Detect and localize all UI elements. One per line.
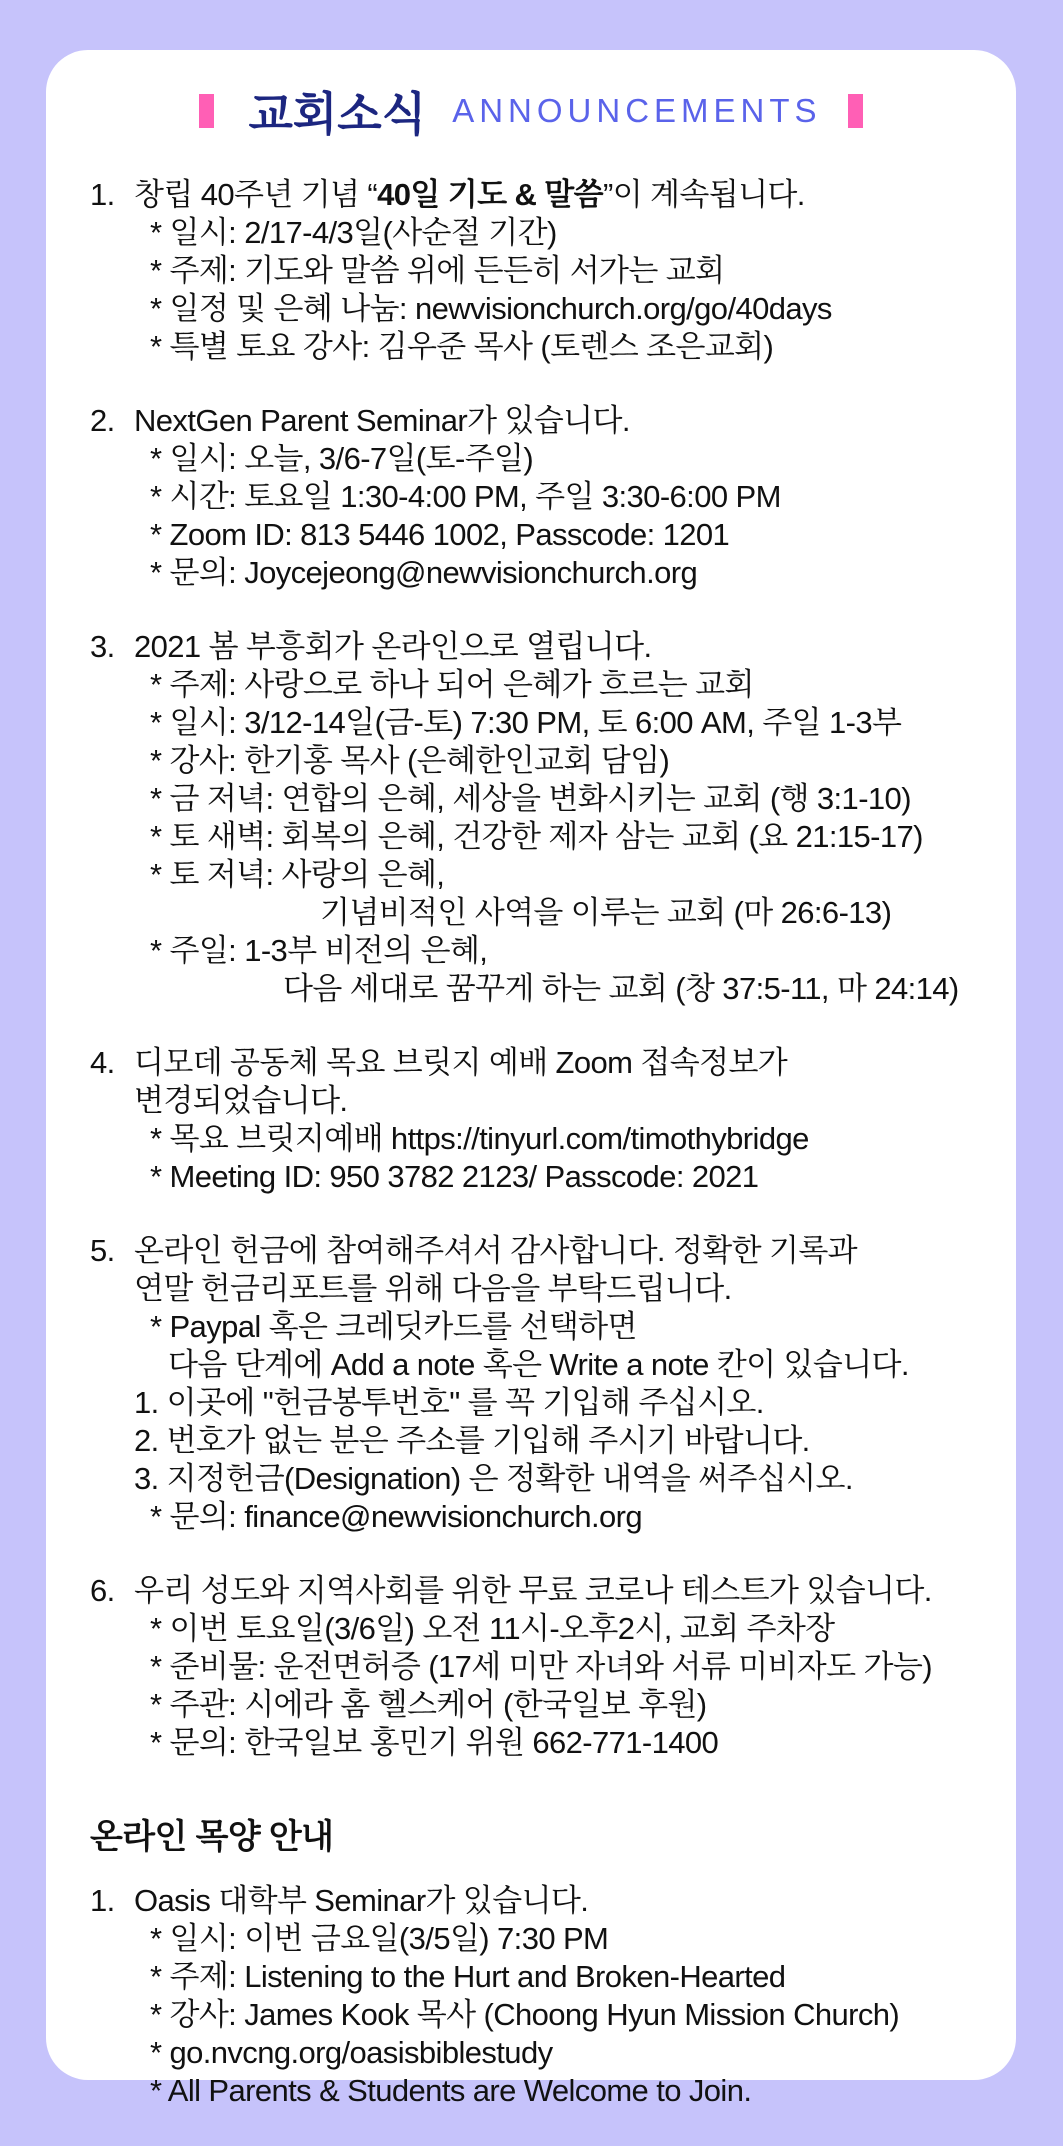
item-line: * 문의: 한국일보 홍민기 위원 662-771-1400	[150, 1725, 719, 1760]
announcement-list	[90, 176, 996, 2146]
right-accent-bar	[848, 94, 863, 128]
item-line: * 일시: 3/12-14일(금-토) 7:30 PM, 토 6:00 AM, 주일 1-3부	[150, 705, 902, 740]
item-line: * 일시: 2/17-4/3일(사순절 기간)	[150, 215, 557, 250]
item-line: * 목요 브릿지예배 https://tinyurl.com/timothybridge	[150, 1121, 809, 1156]
announcement-item-4	[90, 1044, 996, 1196]
item-line: * All Parents & Students are Welcome to Join.	[150, 2073, 752, 2108]
announcement-item-3	[90, 628, 996, 1008]
item-line: * 문의: Joycejeong@newvisionchurch.org	[150, 555, 698, 590]
item-line: * 일시: 오늘, 3/6-7일(토-주일)	[150, 441, 534, 476]
item-line: * Meeting ID: 950 3782 2123/ Passcode: 2021	[150, 1159, 759, 1194]
item-line: * 강사: James Kook 목사 (Choong Hyun Mission Church)	[150, 1997, 900, 2032]
item-line: * 금 저녁: 연합의 은혜, 세상을 변화시키는 교회 (행 3:1-10)	[150, 781, 911, 816]
item-line-continued: 다음 단계에 Add a note 혹은 Write a note 칸이 있습니다.	[168, 1347, 909, 1382]
announcement-item-2	[90, 402, 996, 592]
item-line: * 이번 토요일(3/6일) 오전 11시-오후2시, 교회 주차장	[150, 1611, 835, 1646]
item-step: 2. 번호가 없는 분은 주소를 기입해 주시기 바랍니다.	[134, 1423, 810, 1458]
item-number: 3.	[90, 629, 115, 664]
item-line: * 주제: Listening to the Hurt and Broken-Hearted	[150, 1959, 786, 1994]
item-line: * 주제: 사랑으로 하나 되어 은혜가 흐르는 교회	[150, 667, 754, 702]
item-step: 1. 이곳에 "헌금봉투번호" 를 꼭 기입해 주십시오.	[134, 1385, 764, 1420]
item-line: * 주일: 1-3부 비전의 은혜,	[150, 933, 488, 968]
item-number: 6.	[90, 1573, 115, 1608]
item-line: * 특별 토요 강사: 김우준 목사 (토렌스 조은교회)	[150, 329, 774, 364]
item-number: 1.	[90, 1883, 115, 1918]
item-title: Oasis 대학부 Seminar가 있습니다.	[134, 1883, 589, 1918]
item-line: * Zoom ID: 813 5446 1002, Passcode: 1201	[150, 517, 730, 552]
item-title: 온라인 헌금에 참여해주셔서 감사합니다. 정확한 기록과	[134, 1233, 858, 1268]
item-title-continued: 변경되었습니다.	[134, 1083, 348, 1118]
item-line: * 준비물: 운전면허증 (17세 미만 자녀와 서류 미비자도 가능)	[150, 1649, 932, 1684]
item-line-continued: 다음 세대로 꿈꾸게 하는 교회 (창 37:5-11, 마 24:14)	[283, 971, 959, 1006]
item-line: * 주관: 시에라 홈 헬스케어 (한국일보 후원)	[150, 1687, 707, 1722]
item-number: 4.	[90, 1045, 115, 1080]
item-line: * 주제: 기도와 말씀 위에 든든히 서가는 교회	[150, 253, 725, 288]
item-title: 디모데 공동체 목요 브릿지 예배 Zoom 접속정보가	[134, 1045, 788, 1080]
item-title-continued: 연말 헌금리포트를 위해 다음을 부탁드립니다.	[134, 1271, 732, 1306]
item-step: 3. 지정헌금(Designation) 은 정확한 내역을 써주십시오.	[134, 1461, 853, 1496]
item-line: * 문의: finance@newvisionchurch.org	[150, 1499, 643, 1534]
item-line: * Paypal 혹은 크레딧카드를 선택하면	[150, 1309, 637, 1344]
item-number: 1.	[90, 177, 115, 212]
announcement-item-5	[90, 1232, 996, 1536]
left-accent-bar	[199, 94, 214, 128]
online-section-title: 온라인 목양 안내	[90, 1818, 334, 1856]
item-line: * go.nvcng.org/oasisbiblestudy	[150, 2035, 553, 2070]
item-line: * 토 저녁: 사랑의 은혜,	[150, 857, 445, 892]
item-line: * 토 새벽: 회복의 은혜, 건강한 제자 삼는 교회 (요 21:15-17)	[150, 819, 923, 854]
item-number: 5.	[90, 1233, 115, 1268]
header	[46, 78, 1016, 144]
item-line: * 강사: 한기홍 목사 (은혜한인교회 담임)	[150, 743, 670, 778]
item-number: 2.	[90, 403, 115, 438]
item-line: * 일정 및 은혜 나눔: newvisionchurch.org/go/40days	[150, 291, 832, 326]
title-korean: 교회소식	[248, 87, 427, 141]
title-english: ANNOUNCEMENTS	[452, 92, 822, 129]
item-title: 2021 봄 부흥회가 온라인으로 열립니다.	[134, 629, 652, 664]
item-line: * 일시: 이번 금요일(3/5일) 7:30 PM	[150, 1921, 609, 1956]
item-title: NextGen Parent Seminar가 있습니다.	[134, 403, 630, 438]
item-line-continued: 기념비적인 사역을 이루는 교회 (마 26:6-13)	[320, 895, 892, 930]
announcement-card	[46, 50, 1016, 2108]
announcement-item-1	[90, 176, 996, 366]
item-line: * 시간: 토요일 1:30-4:00 PM, 주일 3:30-6:00 PM	[150, 479, 781, 514]
online-item-1	[90, 1882, 996, 2110]
item-title: 우리 성도와 지역사회를 위한 무료 코로나 테스트가 있습니다.	[134, 1573, 932, 1608]
item-title: 창립 40주년 기념 “40일 기도 & 말씀”이 계속됩니다.	[134, 177, 805, 212]
announcement-item-6	[90, 1572, 996, 1762]
